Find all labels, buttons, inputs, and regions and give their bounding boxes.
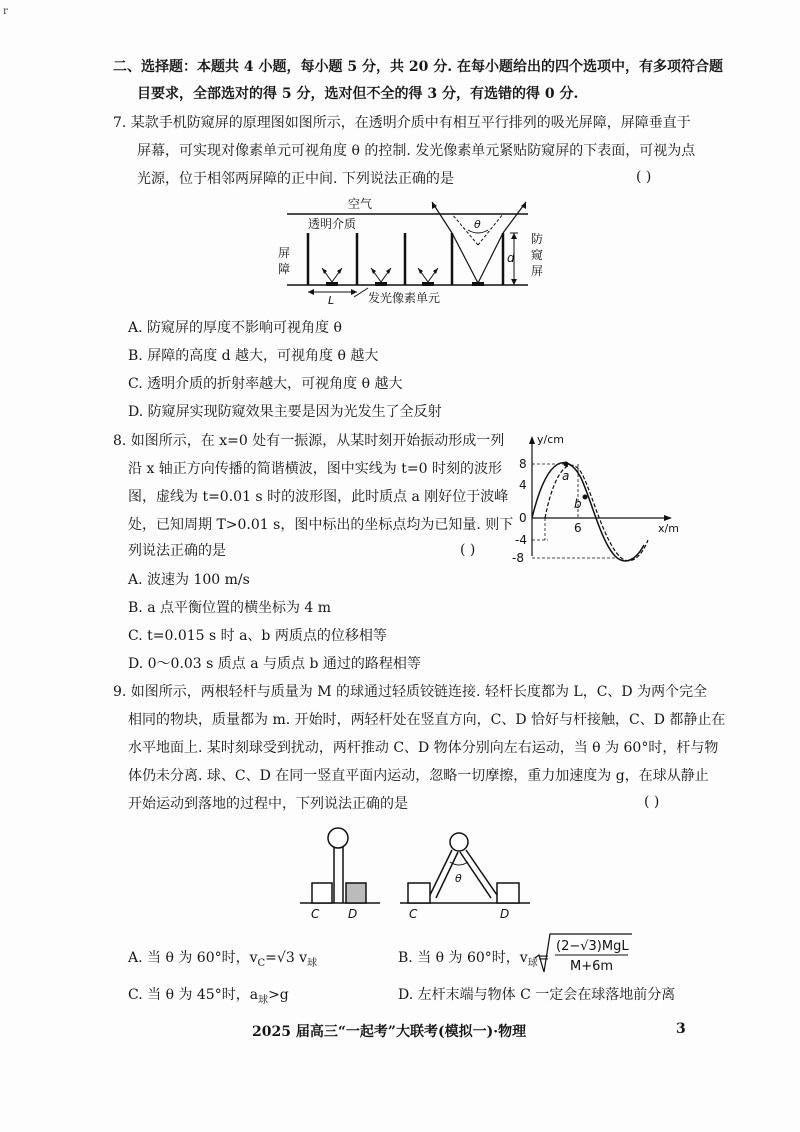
q8-option-c: C. t=0.015 s 时 a、b 两质点的位移相等 bbox=[128, 628, 387, 644]
q9-option-b-eq: = bbox=[537, 950, 550, 966]
q9-fig2-label-theta: θ bbox=[455, 872, 462, 885]
q7-label-medium: 透明介质 bbox=[308, 217, 357, 231]
q7-answer-paren: ( ) bbox=[636, 169, 652, 185]
q9-option-a-rest: =√3 v bbox=[265, 950, 308, 966]
q9-option-c-sub: 球 bbox=[258, 994, 269, 1006]
q9-fig2-label-C: C bbox=[409, 907, 418, 921]
section-header-line2: 目要求，全部选对的得 5 分，选对但不全的得 3 分，有选错的得 0 分. bbox=[137, 86, 579, 102]
q9-fig2-label-D: D bbox=[500, 907, 510, 921]
q8-answer-paren: ( ) bbox=[460, 542, 476, 558]
q9-stem-line4: 体仍未分离. 球、C、D 在同一竖直平面内运动，忽略一切摩擦，重力加速度为 g，在球从静止 bbox=[128, 768, 709, 784]
q9-stem-line1: 9. 如图所示，两根轻杆与质量为 M 的球通过轻质铰链连接. 轻杆长度都为 L，C、D 为两个完全 bbox=[113, 684, 708, 700]
q7-label-pixel: 发光像素单元 bbox=[368, 291, 441, 305]
q9-option-a-sub2: 球 bbox=[307, 957, 318, 969]
q7-label-screen-2: 窥 bbox=[531, 248, 544, 262]
q9-stem-line3: 水平地面上. 某时刻球受到扰动，两杆推动 C、D 物体分别向左右运动，当 θ 为 60°时，杆与物 bbox=[128, 740, 719, 756]
q7-label-L: L bbox=[328, 294, 335, 307]
q8-stem-line2: 沿 x 轴正方向传播的简谐横波，图中实线为 t=0 时刻的波形 bbox=[128, 461, 502, 477]
q7-option-a: A. 防窥屏的厚度不影响可视角度 θ bbox=[128, 320, 342, 336]
q8-option-a: A. 波速为 100 m/s bbox=[128, 572, 250, 588]
q8-stem-line3: 图，虚线为 t=0.01 s 时的波形图，此时质点 a 刚好位于波峰 bbox=[128, 489, 509, 505]
q8-option-b: B. a 点平衡位置的横坐标为 4 m bbox=[128, 600, 332, 616]
q9-option-b-text: B. 当 θ 为 60°时，v bbox=[398, 950, 528, 966]
q7-stem-line1: 7. 某款手机防窥屏的原理图如图所示，在透明介质中有相互平行排列的吸光屏障，屏障垂直于 bbox=[113, 115, 691, 131]
q9-option-b-numerator: (2−√3)MgL bbox=[556, 939, 629, 954]
q7-label-air: 空气 bbox=[348, 197, 373, 211]
q8-option-d: D. 0～0.03 s 质点 a 与质点 b 通过的路程相等 bbox=[128, 656, 421, 672]
q9-option-c-rest: >g bbox=[268, 987, 289, 1003]
q7-stem-line3: 光源，位于相邻两屏障的正中间. 下列说法正确的是 bbox=[137, 171, 454, 187]
q7-option-d: D. 防窥屏实现防窥效果主要是因为光发生了全反射 bbox=[128, 404, 442, 420]
q9-option-b-sub: 球 bbox=[527, 957, 538, 969]
q8-point-b-label: b bbox=[574, 497, 582, 511]
q7-label-barrier-1: 屏 bbox=[278, 246, 291, 260]
q9-fig1-label-C: C bbox=[311, 907, 320, 921]
q8-axis-label-x: x/m bbox=[658, 522, 679, 535]
scan-mark: r bbox=[3, 6, 8, 17]
q8-ytick-8: 8 bbox=[519, 457, 527, 471]
page-number: 3 bbox=[676, 1021, 686, 1037]
q7-option-b: B. 屏障的高度 d 越大，可视角度 θ 越大 bbox=[128, 348, 379, 364]
q8-stem-line5: 列说法正确的是 bbox=[128, 543, 226, 559]
q8-ytick-0: 0 bbox=[519, 511, 527, 525]
q9-stem-line5: 开始运动到落地的过程中，下列说法正确的是 bbox=[128, 796, 408, 812]
q7-label-screen-3: 屏 bbox=[531, 264, 544, 278]
q7-label-barrier-2: 障 bbox=[278, 262, 291, 276]
q9-option-a-text: A. 当 θ 为 60°时，v bbox=[128, 950, 258, 966]
q8-stem-line1: 8. 如图所示，在 x=0 处有一振源，从某时刻开始振动形成一列 bbox=[113, 433, 505, 449]
q7-label-theta: θ bbox=[474, 218, 481, 231]
q9-option-b-denominator: M+6m bbox=[570, 959, 614, 974]
q7-option-c: C. 透明介质的折射率越大，可视角度 θ 越大 bbox=[128, 376, 403, 392]
q7-label-d: d bbox=[507, 251, 515, 265]
q8-axis-label-y: y/cm bbox=[537, 433, 564, 446]
q8-xtick-6: 6 bbox=[574, 521, 582, 535]
q8-stem-line4: 处，已知周期 T>0.01 s，图中标出的坐标点均为已知量. 则下 bbox=[128, 517, 514, 533]
q8-ytick-neg8: -8 bbox=[512, 551, 524, 565]
q7-label-screen-1: 防 bbox=[531, 232, 544, 246]
section-header-line1: 二、选择题：本题共 4 小题，每小题 5 分，共 20 分. 在每小题给出的四个选项中，有多项符合题 bbox=[113, 59, 723, 75]
q9-option-a-sub: C bbox=[257, 957, 266, 969]
q9-option-d: D. 左杆末端与物体 C 一定会在球落地前分离 bbox=[398, 987, 676, 1003]
q8-ytick-4: 4 bbox=[519, 478, 527, 492]
q9-answer-paren: ( ) bbox=[644, 794, 660, 810]
q9-fig1-label-D: D bbox=[348, 907, 358, 921]
q7-stem-line2: 屏幕，可实现对像素单元可视角度 θ 的控制. 发光像素单元紧贴防窥屏的下表面，可视为点 bbox=[137, 143, 696, 159]
q9-option-c-text: C. 当 θ 为 45°时，a bbox=[128, 987, 259, 1003]
q8-ytick-neg4: -4 bbox=[515, 533, 527, 547]
q9-stem-line2: 相同的物块，质量都为 m. 开始时，两轻杆处在竖直方向，C、D 恰好与杆接触，C、D 都静止在 bbox=[128, 712, 726, 728]
q9-option-c bbox=[128, 985, 289, 1011]
page-footer-title: 2025 届高三“一起考”大联考(模拟一)·物理 bbox=[252, 1024, 527, 1040]
q8-point-a-label: a bbox=[562, 469, 570, 483]
